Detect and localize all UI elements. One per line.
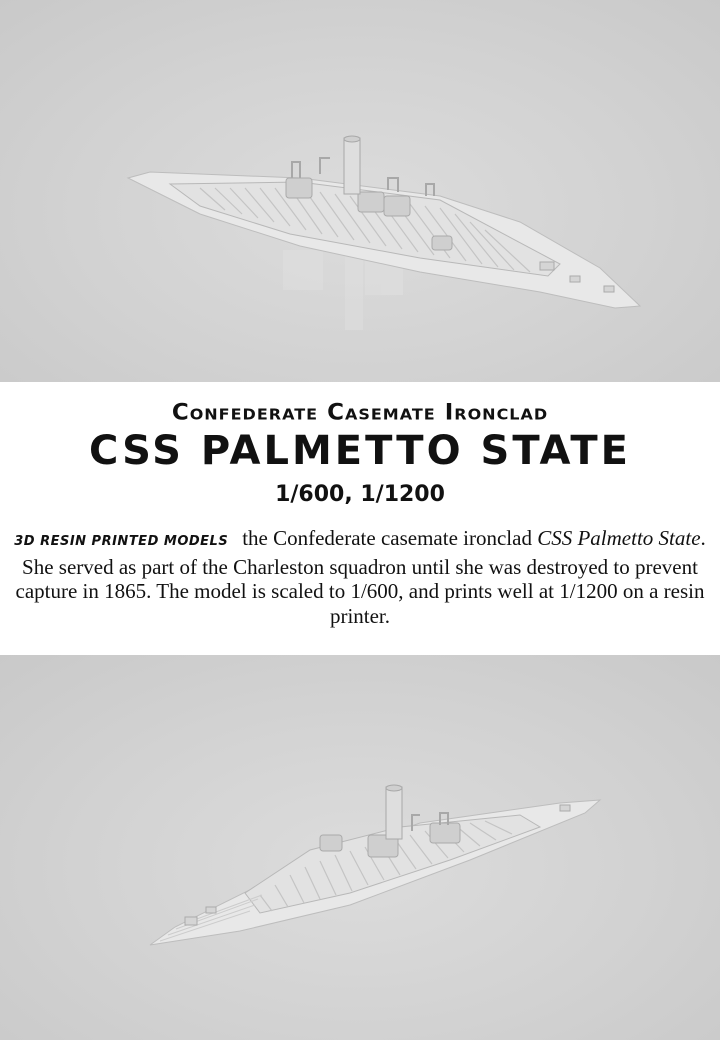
page-title: CSS PALMETTO STATE [89, 428, 631, 474]
description-part1: the Confederate casemate ironclad [242, 526, 538, 550]
scale-info: 1/600, 1/1200 [275, 482, 445, 507]
bottom-model-render [0, 655, 720, 1040]
ship-funnel [344, 136, 360, 194]
ship-name: CSS Palmetto State [537, 526, 701, 550]
brand-name: 3D RESIN PRINTED MODELS [14, 534, 229, 549]
info-panel [0, 382, 720, 655]
description [14, 526, 706, 628]
ship-model-bottom [0, 655, 720, 1040]
ship-funnel [386, 785, 402, 839]
page-subtitle: Confederate Casemate Ironclad [171, 400, 549, 426]
top-model-render [0, 0, 720, 382]
ship-model-top [0, 0, 720, 382]
description-part2: . She served as part of the Charleston squadron until she was destroyed to prevent capture in 1865. The model is scaled to 1/600, and prints well at 1/1200 on a resin printer. [15, 526, 706, 628]
